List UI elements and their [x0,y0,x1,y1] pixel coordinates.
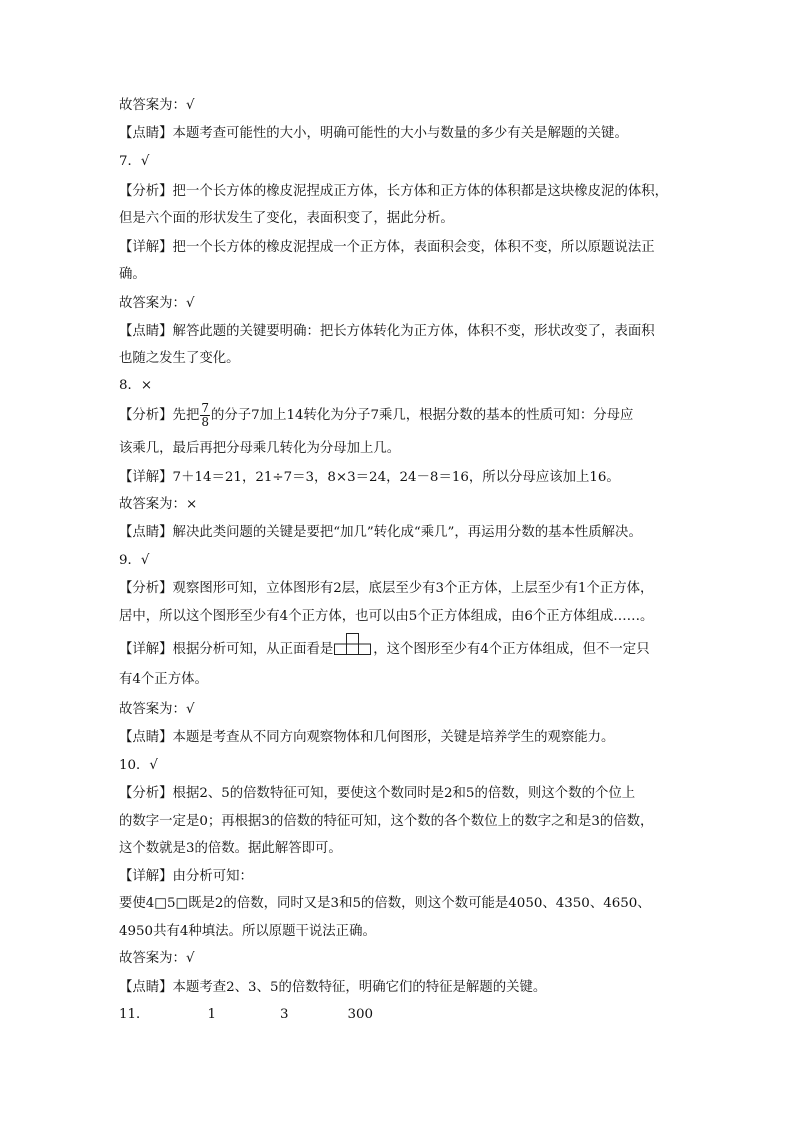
text-line: 这个数就是3的倍数。据此解答即可。 [119,841,342,856]
text-line: 居中，所以这个图形至少有4个正方体，也可以由5个正方体组成，由6个正方体组成……。 [119,609,654,624]
question-number: 11． [119,1007,150,1022]
text-line: 【点睛】本题考查可能性的大小，明确可能性的大小与数量的多少有关是解题的关键。 [119,126,628,141]
text-line: 【点睛】本题是考查从不同方向观察物体和几何图形，关键是培养学生的观察能力。 [119,730,615,745]
text-line: 要使4□5□既是2的倍数，同时又是3和5的倍数，则这个数可能是4050、4350、4650、 [119,896,651,911]
text-line: 故答案为：× [119,497,198,512]
question-number: 10．√ [119,758,158,773]
text-line: 【点睛】解决此类问题的关键是要把“加几”转化成“乘几”，再运用分数的基本性质解决。 [119,525,642,540]
text-line: 【分析】观察图形可知，立体图形有2层，底层至少有3个正方体，上层至少有1个正方体， [119,581,654,596]
text-segment: 的分子7加上14转化为分子7乘几，根据分数的基本的性质可知：分母应 [210,408,634,423]
text-line: 故答案为：√ [119,702,195,717]
text-line: 但是六个面的形状发生了变化，表面积变了，据此分析。 [119,211,454,226]
text-line: 【分析】根据2、5的倍数特征可知，要使这个数同时是2和5的倍数，则这个数的个位上 [119,786,636,801]
text-line: 确。 [119,267,146,282]
text-line: 有4个正方体。 [119,672,208,687]
text-line: 【详解】把一个长方体的橡皮泥捏成一个正方体，表面积会变，体积不变，所以原题说法正 [119,240,655,255]
figure-text-line [119,633,650,666]
question-number: 7．√ [119,154,150,169]
text-line: 【详解】由分析可知： [119,869,253,884]
text-line: 的数字一定是0；再根据3的倍数的特征可知，这个数的各个数位上的数字之和是3的倍数， [119,814,654,829]
text-line: 【点睛】解答此题的关键要明确：把长方体转化为正方体，体积不变，形状改变了，表面积 [119,324,655,339]
text-line: 【点睛】本题考查2、3、5的倍数特征，明确它们的特征是解题的关键。 [119,980,547,995]
text-segment: 【详解】根据分析可知，从正面看是 [119,642,334,657]
answer-line [119,1006,373,1024]
text-line: 故答案为：√ [119,951,195,966]
answer-value: 300 [347,1007,374,1022]
answer-value: 1 [207,1007,216,1022]
text-line: 4950共有4种填法。所以原题干说法正确。 [119,924,376,939]
question-number: 9．√ [119,553,150,568]
text-segment: ，这个图形至少有4个正方体组成，但不一定只 [373,642,650,657]
answer-value: 3 [279,1007,289,1022]
text-line: 【分析】把一个长方体的橡皮泥捏成正方体，长方体和正方体的体积都是这块橡皮泥的体积， [119,184,669,199]
text-line: 【详解】7＋14＝21，21÷7＝3，8×3＝24，24－8＝16，所以分母应该加上16。 [119,470,620,485]
text-segment: 【分析】先把 [119,408,200,423]
text-line: 故答案为：√ [119,296,195,311]
text-line: 故答案为：√ [119,98,195,113]
fraction-numerator: 7 [201,401,209,415]
front-view-squares-icon [334,633,372,666]
fraction-denominator: 8 [201,415,209,429]
fraction-text-line [119,402,633,430]
text-line: 也随之发生了变化。 [119,351,240,366]
fraction [200,402,210,429]
question-number: 8．× [119,378,153,393]
text-line: 该乘几，最后再把分母乘几转化为分母加上几。 [119,441,401,456]
